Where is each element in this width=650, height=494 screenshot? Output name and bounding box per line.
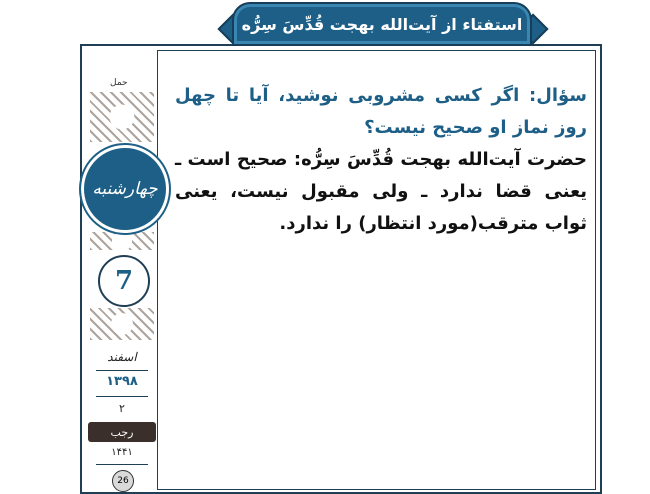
divider	[96, 396, 148, 397]
hijri-year: ۱۴۴۱	[111, 447, 133, 458]
hijri-day: ۲	[119, 402, 125, 415]
page-badge-number: 26	[117, 476, 129, 486]
weekday-label: چهارشنبه	[92, 179, 158, 199]
sidebar-ornament-top	[90, 92, 154, 142]
question-text: سؤال: اگر کسی مشروبی نوشید، آیا تا چهل روز نماز او صحیح نیست؟	[175, 85, 587, 138]
answer-text: حضرت آیت‌الله بهجت قُدِّسَ سِرُّه: صحیح است ـ یعنی قضا ندارد ـ ولی مقبول نیست، یعنی ثواب مترقب(مورد انتظار) را ندارد.	[175, 149, 587, 234]
day-number: 7	[114, 266, 134, 296]
hijri-month: رجب	[110, 425, 134, 439]
month-name: اسفند	[107, 350, 137, 364]
zodiac-month-label: حمل	[110, 78, 128, 88]
solar-year: ۱۳۹۸	[106, 374, 138, 389]
divider	[96, 370, 148, 371]
day-circle	[98, 255, 150, 307]
content-area	[175, 80, 587, 240]
weekday-badge	[81, 145, 169, 233]
divider	[96, 464, 148, 465]
header-title: استفتاء از آیت‌الله بهجت قُدِّسَ سِرُّه	[241, 14, 523, 34]
header-banner	[232, 2, 532, 46]
hijri-month-bar	[88, 422, 156, 442]
sidebar-ornament-bottom	[90, 308, 154, 340]
sidebar-ornament-middle	[90, 232, 154, 250]
